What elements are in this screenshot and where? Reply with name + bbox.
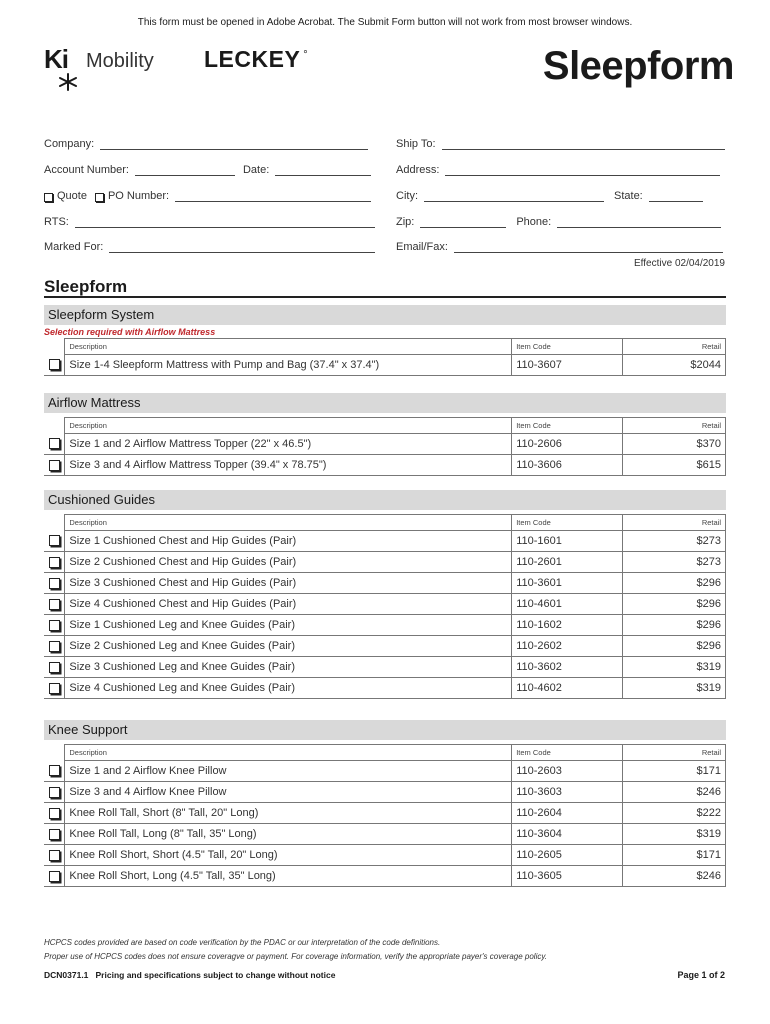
company-row (44, 137, 368, 150)
doc-number: DCN0371.1 (44, 970, 89, 980)
item-retail: $171 (623, 845, 726, 866)
item-retail: $222 (623, 803, 726, 824)
page-number: Page 1 of 2 (677, 970, 725, 980)
item-code: 110-2604 (512, 803, 623, 824)
group-title: Airflow Mattress (44, 393, 726, 413)
account-row (44, 163, 371, 176)
items-table (44, 417, 726, 476)
item-code: 110-2603 (512, 761, 623, 782)
item-description: Size 4 Cushioned Leg and Knee Guides (Pair) (65, 678, 512, 699)
item-retail: $246 (623, 866, 726, 887)
description-header: Description (65, 418, 512, 434)
leckey-mark: ° (303, 49, 309, 62)
retail-header: Retail (623, 418, 726, 434)
items-table (44, 744, 726, 887)
city-field[interactable] (424, 189, 604, 202)
table-row (44, 573, 726, 594)
item-code: 110-2605 (512, 845, 623, 866)
state-field[interactable] (649, 189, 703, 202)
item-retail: $296 (623, 636, 726, 657)
leckey-logo-text: LECKEY (204, 46, 301, 72)
ship-to-field[interactable] (442, 137, 725, 150)
email-fax-field[interactable] (454, 240, 723, 253)
group-airflow-mattress (44, 393, 726, 476)
address-row (396, 163, 720, 176)
po-number-label: PO Number: (107, 190, 170, 202)
ki-mobility-logo (44, 42, 174, 94)
section-title: Sleepform (44, 277, 128, 296)
table-header (44, 745, 726, 761)
item-description: Knee Roll Tall, Short (8" Tall, 20" Long) (65, 803, 512, 824)
email-fax-row (396, 240, 723, 253)
item-code: 110-2606 (512, 434, 623, 455)
item-retail: $273 (623, 552, 726, 573)
item-checkbox[interactable] (49, 438, 60, 449)
item-checkbox[interactable] (49, 578, 60, 589)
phone-field[interactable] (557, 215, 721, 228)
mobility-logo-text: Mobility (86, 50, 154, 72)
quote-label: Quote (57, 190, 87, 202)
zip-field[interactable] (420, 215, 506, 228)
table-row (44, 636, 726, 657)
item-checkbox[interactable] (49, 460, 60, 471)
item-code: 110-3604 (512, 824, 623, 845)
table-row (44, 866, 726, 887)
city-label: City: (396, 190, 418, 202)
item-description: Size 4 Cushioned Chest and Hip Guides (Pair) (65, 594, 512, 615)
ship-to-label: Ship To: (396, 138, 436, 150)
table-row (44, 552, 726, 573)
item-retail: $2044 (623, 355, 726, 376)
item-checkbox[interactable] (49, 535, 60, 546)
item-code: 110-1602 (512, 615, 623, 636)
table-row (44, 594, 726, 615)
item-description: Size 1 Cushioned Leg and Knee Guides (Pair) (65, 615, 512, 636)
table-row (44, 761, 726, 782)
address-label: Address: (396, 164, 440, 176)
item-retail: $615 (623, 455, 726, 476)
item-checkbox[interactable] (49, 683, 60, 694)
table-row (44, 531, 726, 552)
date-field[interactable] (275, 163, 371, 176)
item-checkbox[interactable] (49, 641, 60, 652)
retail-header: Retail (623, 745, 726, 761)
item-code-header: Item Code (512, 745, 623, 761)
item-description: Size 1-4 Sleepform Mattress with Pump and Bag (37.4" x 37.4") (65, 355, 512, 376)
item-description: Size 1 and 2 Airflow Knee Pillow (65, 761, 512, 782)
zip-label: Zip: (396, 216, 415, 228)
hcpcs-footnote-1: HCPCS codes provided are based on code verification by the PDAC or our interpretation of the code definitions. (44, 938, 441, 947)
table-row (44, 455, 726, 476)
item-code: 110-3603 (512, 782, 623, 803)
item-retail: $296 (623, 615, 726, 636)
state-label: State: (614, 190, 643, 202)
email-fax-label: Email/Fax: (396, 241, 448, 253)
item-retail: $273 (623, 531, 726, 552)
page-title: Sleepform (542, 44, 734, 88)
item-code: 110-4601 (512, 594, 623, 615)
item-code: 110-3607 (512, 355, 623, 376)
item-code: 110-4602 (512, 678, 623, 699)
table-row (44, 782, 726, 803)
rts-label: RTS: (44, 216, 69, 228)
account-number-field[interactable] (135, 163, 235, 176)
table-header (44, 339, 726, 355)
description-header: Description (65, 515, 512, 531)
item-description: Knee Roll Short, Short (4.5" Tall, 20" Long) (65, 845, 512, 866)
hcpcs-footnote-2: Proper use of HCPCS codes does not ensure coveragve or payment. For coverage information, verify the appropriate payer's coverage policy. (44, 952, 547, 961)
pricing-disclaimer: Pricing and specifications subject to change without notice (95, 970, 336, 980)
ki-logo-text: Ki (44, 44, 68, 74)
effective-date: Effective 02/04/2019 (634, 258, 725, 269)
table-row (44, 434, 726, 455)
table-row (44, 845, 726, 866)
items-table (44, 514, 726, 699)
ki-burst-icon (56, 72, 80, 92)
leckey-logo (204, 46, 308, 73)
item-description: Size 3 Cushioned Leg and Knee Guides (Pair) (65, 657, 512, 678)
item-checkbox[interactable] (49, 829, 60, 840)
item-description: Size 3 and 4 Airflow Knee Pillow (65, 782, 512, 803)
company-field[interactable] (100, 137, 368, 150)
item-description: Size 3 Cushioned Chest and Hip Guides (Pair) (65, 573, 512, 594)
item-retail: $171 (623, 761, 726, 782)
item-retail: $370 (623, 434, 726, 455)
item-checkbox[interactable] (49, 359, 60, 370)
acrobat-notice: This form must be opened in Adobe Acrobat. The Submit Form button will not work from most browser windows. (137, 17, 633, 28)
item-code-header: Item Code (512, 515, 623, 531)
required-note: Selection required with Airflow Mattress (44, 327, 216, 337)
description-header: Description (65, 339, 512, 355)
quote-row (44, 189, 371, 202)
group-title: Sleepform System (44, 305, 726, 325)
item-checkbox[interactable] (49, 850, 60, 861)
table-row (44, 355, 726, 376)
items-table (44, 338, 726, 376)
item-description: Knee Roll Short, Long (4.5" Tall, 35" Long) (65, 866, 512, 887)
footer-doc (44, 970, 335, 980)
ship-to-row (396, 137, 725, 150)
item-checkbox[interactable] (49, 765, 60, 776)
item-code: 110-2601 (512, 552, 623, 573)
item-code: 110-3601 (512, 573, 623, 594)
table-row (44, 615, 726, 636)
group-sleepform-system (44, 305, 726, 376)
retail-header: Retail (623, 515, 726, 531)
date-label: Date: (242, 164, 270, 176)
account-number-label: Account Number: (44, 164, 129, 176)
item-code: 110-2602 (512, 636, 623, 657)
item-retail: $296 (623, 594, 726, 615)
item-description: Size 1 and 2 Airflow Mattress Topper (22" x 46.5") (65, 434, 512, 455)
item-description: Size 2 Cushioned Leg and Knee Guides (Pair) (65, 636, 512, 657)
item-retail: $319 (623, 824, 726, 845)
item-checkbox[interactable] (49, 871, 60, 882)
city-row (396, 189, 703, 202)
item-checkbox[interactable] (49, 662, 60, 673)
group-title: Knee Support (44, 720, 726, 740)
item-code: 110-1601 (512, 531, 623, 552)
item-code-header: Item Code (512, 418, 623, 434)
rts-row (44, 215, 375, 228)
marked-for-field[interactable] (109, 240, 375, 253)
table-row (44, 657, 726, 678)
quote-checkbox[interactable] (44, 193, 53, 202)
item-description: Knee Roll Tall, Long (8" Tall, 35" Long) (65, 824, 512, 845)
marked-for-row (44, 240, 375, 253)
phone-label: Phone: (516, 216, 552, 228)
address-field[interactable] (445, 163, 720, 176)
retail-header: Retail (623, 339, 726, 355)
item-description: Size 1 Cushioned Chest and Hip Guides (Pair) (65, 531, 512, 552)
item-retail: $296 (623, 573, 726, 594)
company-label: Company: (44, 138, 95, 150)
table-header (44, 515, 726, 531)
item-retail: $319 (623, 657, 726, 678)
marked-for-label: Marked For: (44, 241, 104, 253)
item-description: Size 2 Cushioned Chest and Hip Guides (Pair) (65, 552, 512, 573)
item-code: 110-3606 (512, 455, 623, 476)
group-cushioned-guides (44, 490, 726, 699)
po-number-field[interactable] (175, 189, 371, 202)
item-checkbox[interactable] (49, 599, 60, 610)
item-checkbox[interactable] (49, 787, 60, 798)
rts-field[interactable] (75, 215, 375, 228)
item-code: 110-3602 (512, 657, 623, 678)
table-row (44, 824, 726, 845)
table-row (44, 678, 726, 699)
section-divider (44, 296, 726, 298)
item-checkbox[interactable] (49, 808, 60, 819)
description-header: Description (65, 745, 512, 761)
po-number-checkbox[interactable] (95, 193, 104, 202)
item-checkbox[interactable] (49, 620, 60, 631)
item-code: 110-3605 (512, 866, 623, 887)
group-title: Cushioned Guides (44, 490, 726, 510)
item-retail: $246 (623, 782, 726, 803)
item-code-header: Item Code (512, 339, 623, 355)
item-retail: $319 (623, 678, 726, 699)
item-checkbox[interactable] (49, 557, 60, 568)
item-description: Size 3 and 4 Airflow Mattress Topper (39.4" x 78.75") (65, 455, 512, 476)
zip-row (396, 215, 721, 228)
table-row (44, 803, 726, 824)
group-knee-support (44, 720, 726, 887)
table-header (44, 418, 726, 434)
